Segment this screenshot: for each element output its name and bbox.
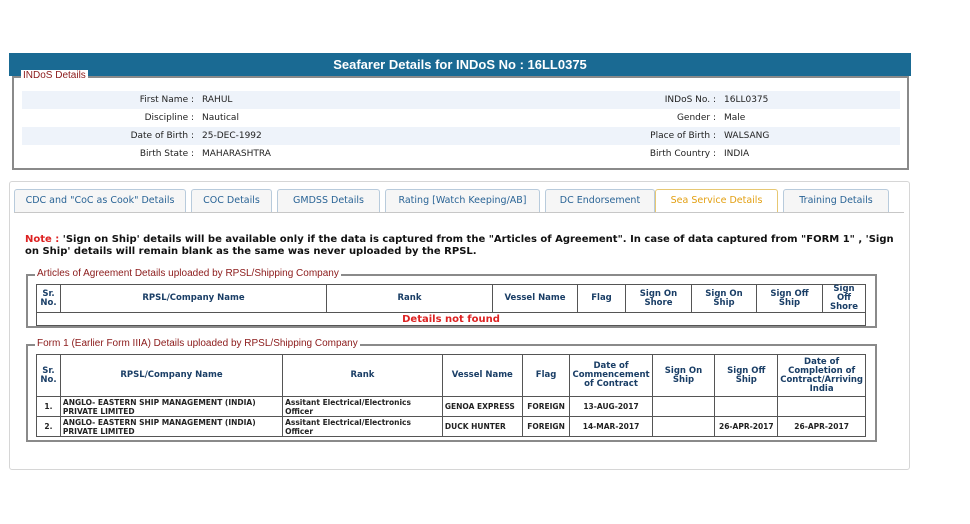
tab-cdc-details[interactable]: CDC and "CoC as Cook" Details bbox=[14, 189, 186, 212]
tab-gmdss-details[interactable]: GMDSS Details bbox=[277, 189, 380, 212]
first-name-value: RAHUL bbox=[198, 91, 568, 109]
indos-details-legend: INDoS Details bbox=[23, 70, 86, 81]
birth-country-value: INDIA bbox=[724, 149, 750, 159]
col-flag: Flag bbox=[578, 285, 626, 313]
indos-row bbox=[22, 127, 900, 145]
table-row bbox=[37, 313, 866, 326]
form1-table bbox=[36, 354, 866, 437]
col-sign-on-ship: Sign On Ship bbox=[692, 285, 757, 313]
page-title: Seafarer Details for INDoS No : 16LL0375 bbox=[9, 53, 911, 76]
cell-flag: FOREIGN bbox=[522, 417, 570, 437]
indos-no-label: INDoS No. : bbox=[568, 91, 720, 109]
tab-dc-endorsement[interactable]: DC Endorsement bbox=[545, 189, 655, 212]
indos-row bbox=[22, 145, 900, 163]
cell-date-of-commencement: 13-AUG-2017 bbox=[570, 397, 652, 417]
cell-vessel-name: GENOA EXPRESS bbox=[442, 397, 522, 417]
cell-date-of-completion bbox=[778, 397, 866, 417]
place-of-birth-value: WALSANG bbox=[720, 127, 900, 145]
tab-rating-details[interactable]: Rating [Watch Keeping/AB] bbox=[385, 189, 540, 212]
birth-state-value: MAHARASHTRA bbox=[202, 149, 271, 159]
col-vessel-name: Vessel Name bbox=[442, 355, 522, 397]
first-name-label: First Name : bbox=[22, 91, 198, 109]
col-sign-off-shore: Sign Off Shore bbox=[823, 285, 866, 313]
cell-date-of-completion: 26-APR-2017 bbox=[778, 417, 866, 437]
dob-value: 25-DEC-1992 bbox=[198, 127, 568, 145]
gender-label: Gender : bbox=[676, 113, 716, 123]
discipline-label: Discipline : bbox=[144, 113, 194, 123]
col-sign-off-ship: Sign Off Ship bbox=[715, 355, 778, 397]
cell-sr-no: 2. bbox=[37, 417, 61, 437]
articles-section bbox=[26, 268, 877, 328]
indos-row bbox=[22, 109, 900, 127]
table-row bbox=[37, 397, 866, 417]
cell-sign-off-ship: 26-APR-2017 bbox=[715, 417, 778, 437]
cell-company-name: ANGLO- EASTERN SHIP MANAGEMENT (INDIA) PRIVATE LIMITED bbox=[60, 397, 282, 417]
indos-details-section bbox=[12, 70, 909, 170]
col-rank: Rank bbox=[283, 355, 443, 397]
discipline-value: Nautical bbox=[202, 113, 239, 123]
col-flag: Flag bbox=[522, 355, 570, 397]
tab-sea-service-details[interactable]: Sea Service Details bbox=[655, 189, 778, 213]
tab-training-details[interactable]: Training Details bbox=[783, 189, 889, 212]
articles-header-row bbox=[37, 285, 866, 313]
col-sr-no: Sr. No. bbox=[37, 355, 61, 397]
cell-vessel-name: DUCK HUNTER bbox=[442, 417, 522, 437]
empty-message: Details not found bbox=[37, 313, 866, 326]
col-sign-on-ship: Sign On Ship bbox=[652, 355, 715, 397]
col-vessel-name: Vessel Name bbox=[493, 285, 578, 313]
cell-sign-on-ship bbox=[652, 397, 715, 417]
form1-header-row bbox=[37, 355, 866, 397]
details-tab-panel bbox=[9, 181, 910, 470]
form1-section bbox=[26, 338, 877, 442]
indos-no-value: 16LL0375 bbox=[720, 91, 900, 109]
cell-sign-off-ship bbox=[715, 397, 778, 417]
dob-label: Date of Birth : bbox=[22, 127, 198, 145]
tab-coc-details[interactable]: COC Details bbox=[191, 189, 272, 212]
tab-divider bbox=[14, 212, 904, 213]
form1-legend: Form 1 (Earlier Form IIIA) Details uploaded by RPSL/Shipping Company bbox=[37, 338, 358, 349]
table-row bbox=[37, 417, 866, 437]
cell-date-of-commencement: 14-MAR-2017 bbox=[570, 417, 652, 437]
articles-legend: Articles of Agreement Details uploaded by RPSL/Shipping Company bbox=[37, 268, 339, 279]
cell-company-name: ANGLO- EASTERN SHIP MANAGEMENT (INDIA) PRIVATE LIMITED bbox=[60, 417, 282, 437]
col-rank: Rank bbox=[327, 285, 493, 313]
birth-state-label: Birth State : bbox=[139, 149, 194, 159]
articles-table bbox=[36, 284, 866, 326]
col-date-of-commencement: Date of Commencement of Contract bbox=[570, 355, 652, 397]
cell-flag: FOREIGN bbox=[522, 397, 570, 417]
col-sign-on-shore: Sign On Shore bbox=[626, 285, 692, 313]
indos-details-table bbox=[22, 91, 900, 163]
sea-service-note bbox=[25, 234, 895, 258]
col-date-of-completion: Date of Completion of Contract/Arriving India bbox=[778, 355, 866, 397]
note-prefix: Note : bbox=[25, 234, 60, 245]
col-sign-off-ship: Sign Off Ship bbox=[757, 285, 823, 313]
note-text: 'Sign on Ship' details will be available only if the data is captured from the "Articles of Agreement". In case of data captured from "FORM 1" , 'Sign on Ship' details will remain blank as the same was never uploaded by the RPSL. bbox=[25, 234, 894, 257]
cell-rank: Assitant Electrical/Electronics Officer bbox=[283, 397, 443, 417]
col-company-name: RPSL/Company Name bbox=[61, 285, 327, 313]
cell-sign-on-ship bbox=[652, 417, 715, 437]
cell-sr-no: 1. bbox=[37, 397, 61, 417]
birth-country-label: Birth Country : bbox=[649, 149, 716, 159]
place-of-birth-label: Place of Birth : bbox=[568, 127, 720, 145]
col-sr-no: Sr. No. bbox=[37, 285, 61, 313]
gender-value: Male bbox=[724, 113, 746, 123]
cell-rank: Assitant Electrical/Electronics Officer bbox=[283, 417, 443, 437]
indos-row bbox=[22, 91, 900, 109]
col-company-name: RPSL/Company Name bbox=[60, 355, 282, 397]
